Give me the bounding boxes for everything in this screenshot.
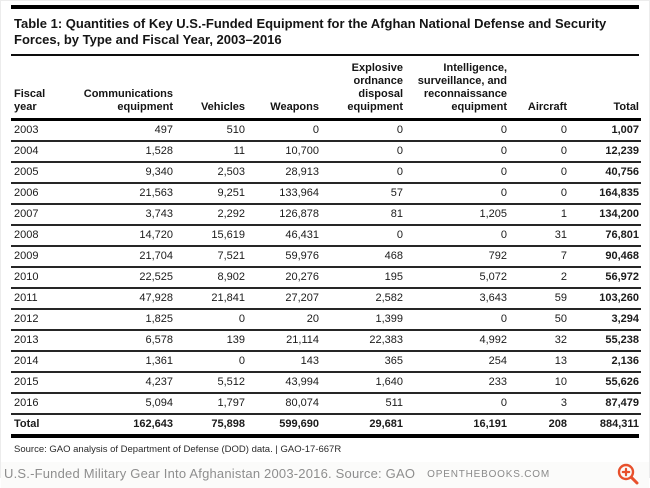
row-label-cell: 2010	[11, 267, 59, 288]
value-cell: 50	[509, 309, 569, 330]
value-cell: 22,525	[59, 267, 175, 288]
value-cell: 55,238	[569, 330, 641, 351]
value-cell: 0	[405, 141, 509, 162]
value-cell: 1,361	[59, 351, 175, 372]
value-cell: 43,994	[247, 372, 321, 393]
value-cell: 28,913	[247, 162, 321, 183]
value-cell: 59,976	[247, 246, 321, 267]
value-cell: 0	[247, 119, 321, 141]
value-cell: 365	[321, 351, 405, 372]
value-cell: 90,468	[569, 246, 641, 267]
value-cell: 9,340	[59, 162, 175, 183]
value-cell: 0	[405, 119, 509, 141]
column-header-isr-equipment: Intelligence, surveillance, and reconnaissance equipment	[405, 56, 509, 119]
row-label-cell: 2015	[11, 372, 59, 393]
value-cell: 3,743	[59, 204, 175, 225]
value-cell: 208	[548, 417, 567, 430]
value-cell: 21,704	[59, 246, 175, 267]
row-label-cell: 2006	[11, 183, 59, 204]
row-label-cell: 2005	[11, 162, 59, 183]
value-cell: 233	[405, 372, 509, 393]
value-cell: 31	[509, 225, 569, 246]
value-cell: 13	[509, 351, 569, 372]
value-cell: 3,294	[569, 309, 641, 330]
value-cell: 0	[405, 225, 509, 246]
value-cell: 2,503	[175, 162, 247, 183]
value-cell: 0	[175, 309, 247, 330]
value-cell: 2,136	[569, 351, 641, 372]
value-cell: 7,521	[175, 246, 247, 267]
value-cell: 0	[509, 141, 569, 162]
row-label-cell: Total	[14, 417, 40, 430]
value-cell: 21,563	[59, 183, 175, 204]
value-cell: 40,756	[569, 162, 641, 183]
row-label-cell: 2016	[11, 393, 59, 414]
value-cell: 21,841	[175, 288, 247, 309]
value-cell: 5,072	[405, 267, 509, 288]
value-cell: 0	[321, 141, 405, 162]
table-row	[11, 351, 641, 372]
table-row	[11, 246, 641, 267]
table-row	[11, 225, 641, 246]
row-label-cell: 2013	[11, 330, 59, 351]
value-cell: 139	[175, 330, 247, 351]
value-cell: 8,902	[175, 267, 247, 288]
value-cell: 32	[509, 330, 569, 351]
value-cell: 5,094	[59, 393, 175, 414]
table-row	[11, 330, 641, 351]
value-cell: 4,992	[405, 330, 509, 351]
row-label-cell: 2008	[11, 225, 59, 246]
value-cell: 162,643	[133, 417, 173, 430]
value-cell: 134,200	[569, 204, 641, 225]
row-label-cell: 2004	[11, 141, 59, 162]
table-row	[11, 288, 641, 309]
value-cell: 1,399	[321, 309, 405, 330]
value-cell: 0	[175, 351, 247, 372]
value-cell: 81	[321, 204, 405, 225]
table-row	[11, 119, 641, 141]
equipment-table	[11, 56, 641, 434]
value-cell: 0	[509, 162, 569, 183]
column-header-total: Total	[569, 56, 641, 119]
header-row	[11, 56, 641, 119]
table-row	[11, 141, 641, 162]
table-row	[11, 183, 641, 204]
value-cell: 10,700	[247, 141, 321, 162]
value-cell: 22,383	[321, 330, 405, 351]
value-cell: 57	[321, 183, 405, 204]
value-cell: 511	[321, 393, 405, 414]
value-cell: 20,276	[247, 267, 321, 288]
value-cell: 0	[405, 309, 509, 330]
row-label-cell: 2009	[11, 246, 59, 267]
value-cell: 47,928	[59, 288, 175, 309]
value-cell: 14,720	[59, 225, 175, 246]
value-cell: 0	[321, 162, 405, 183]
value-cell: 0	[321, 225, 405, 246]
value-cell: 27,207	[247, 288, 321, 309]
value-cell: 2	[509, 267, 569, 288]
value-cell: 164,835	[569, 183, 641, 204]
column-header-communications-equipment: Communications equipment	[59, 56, 175, 119]
table-row	[11, 372, 641, 393]
value-cell: 2,582	[321, 288, 405, 309]
value-cell: 0	[405, 183, 509, 204]
value-cell: 884,311	[599, 417, 639, 430]
column-header-fiscal-year: Fiscal year	[11, 56, 59, 119]
value-cell: 468	[321, 246, 405, 267]
zoom-in-button[interactable]	[615, 461, 641, 487]
value-cell: 3,643	[405, 288, 509, 309]
value-cell: 4,237	[59, 372, 175, 393]
table-title: Table 1: Quantities of Key U.S.-Funded Equipment for the Afghan National Defense and Security Forces, by Type and Fiscal Year, 2003–2016	[14, 16, 607, 47]
value-cell: 9,251	[175, 183, 247, 204]
caption-text: U.S.-Funded Military Gear Into Afghanistan 2003-2016. Source: GAO	[4, 466, 416, 482]
value-cell: 1,007	[569, 119, 641, 141]
value-cell: 11	[175, 141, 247, 162]
value-cell: 126,878	[247, 204, 321, 225]
value-cell: 56,972	[569, 267, 641, 288]
value-cell: 1,640	[321, 372, 405, 393]
value-cell: 195	[321, 267, 405, 288]
value-cell: 5,512	[175, 372, 247, 393]
value-cell: 6,578	[59, 330, 175, 351]
row-label-cell: 2007	[11, 204, 59, 225]
value-cell: 599,690	[279, 417, 319, 430]
value-cell: 103,260	[569, 288, 641, 309]
value-cell: 254	[405, 351, 509, 372]
value-cell: 87,479	[569, 393, 641, 414]
table-row	[11, 309, 641, 330]
value-cell: 10	[509, 372, 569, 393]
row-label-cell: 2003	[11, 119, 59, 141]
column-header-vehicles: Vehicles	[175, 56, 247, 119]
value-cell: 59	[509, 288, 569, 309]
value-cell: 133,964	[247, 183, 321, 204]
value-cell: 792	[405, 246, 509, 267]
value-cell: 29,681	[369, 417, 403, 430]
value-cell: 16,191	[473, 417, 507, 430]
table-body	[11, 119, 641, 434]
value-cell: 55,626	[569, 372, 641, 393]
table-row	[11, 162, 641, 183]
value-cell: 76,801	[569, 225, 641, 246]
value-cell: 0	[509, 183, 569, 204]
value-cell: 1,797	[175, 393, 247, 414]
value-cell: 0	[405, 162, 509, 183]
value-cell: 497	[59, 119, 175, 141]
table-figure	[1, 1, 649, 462]
value-cell: 75,898	[211, 417, 245, 430]
row-label-cell: 2014	[11, 351, 59, 372]
value-cell: 0	[509, 119, 569, 141]
value-cell: 1	[509, 204, 569, 225]
column-header-aircraft: Aircraft	[509, 56, 569, 119]
value-cell: 1,205	[405, 204, 509, 225]
table-row	[11, 267, 641, 288]
row-label-cell: 2011	[11, 288, 59, 309]
value-cell: 0	[405, 393, 509, 414]
value-cell: 1,825	[59, 309, 175, 330]
value-cell: 21,114	[247, 330, 321, 351]
value-cell: 7	[509, 246, 569, 267]
value-cell: 15,619	[175, 225, 247, 246]
value-cell: 0	[321, 119, 405, 141]
zoom-in-icon	[616, 462, 640, 486]
table-row	[11, 204, 641, 225]
column-header-eod-equipment: Explosive ordnance disposal equipment	[321, 56, 405, 119]
value-cell: 20	[247, 309, 321, 330]
table-row	[11, 393, 641, 414]
value-cell: 12,239	[569, 141, 641, 162]
value-cell: 80,074	[247, 393, 321, 414]
source-note: Source: GAO analysis of Department of Defense (DOD) data. | GAO-17-667R	[14, 443, 342, 455]
caption-bar	[1, 462, 649, 488]
value-cell: 143	[247, 351, 321, 372]
column-header-weapons: Weapons	[247, 56, 321, 119]
value-cell: 46,431	[247, 225, 321, 246]
value-cell: 3	[509, 393, 569, 414]
value-cell: 510	[175, 119, 247, 141]
site-name: OPENTHEBOOKS.COM	[427, 469, 550, 481]
row-label-cell: 2012	[11, 309, 59, 330]
value-cell: 1,528	[59, 141, 175, 162]
table-total-row	[11, 414, 641, 434]
value-cell: 2,292	[175, 204, 247, 225]
